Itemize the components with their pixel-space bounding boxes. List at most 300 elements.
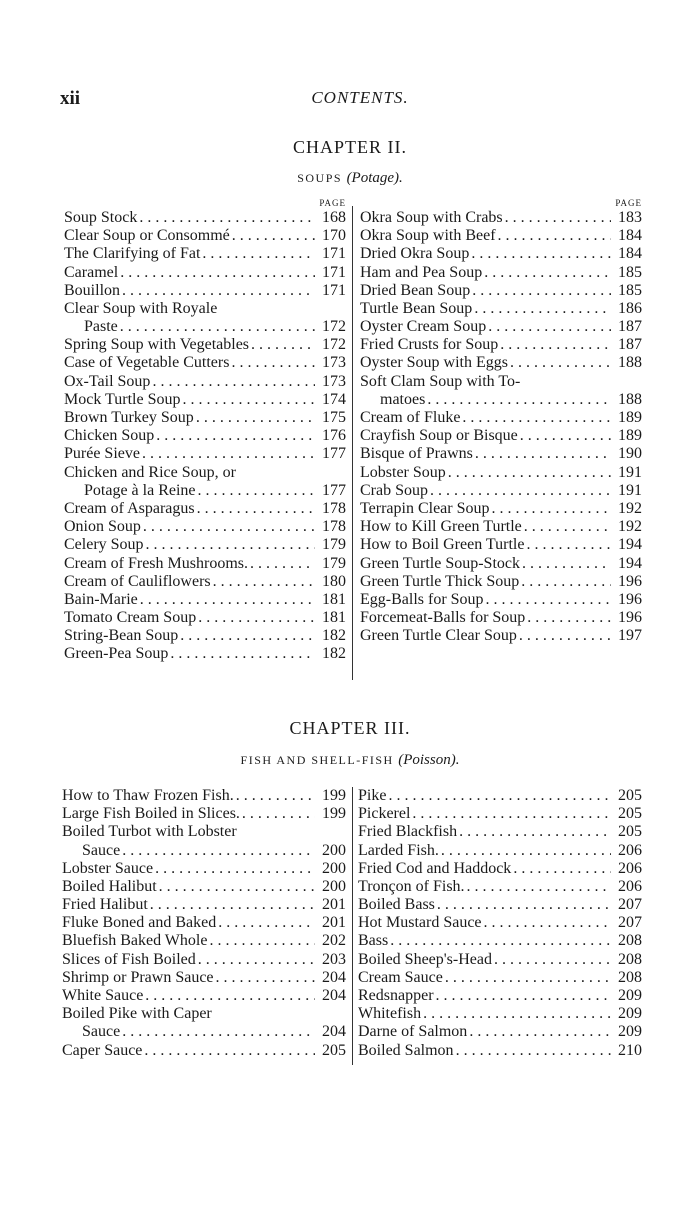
entry-title: White Sauce: [62, 987, 144, 1005]
entry-title: Forcemeat-Balls for Soup: [360, 609, 526, 627]
leader-dots: [139, 209, 315, 227]
toc-entry: [360, 336, 642, 354]
toc-entry: [64, 282, 346, 300]
entry-page: 187: [618, 318, 642, 336]
entry-page: 201: [322, 914, 346, 932]
entry-title: Chicken and Rice Soup, or: [64, 463, 236, 481]
leader-dots: [120, 264, 315, 282]
toc-entry: [360, 318, 642, 336]
toc-entry: [360, 609, 642, 627]
entry-title: Potage à la Reine: [84, 481, 196, 499]
entry-page: 170: [322, 227, 346, 245]
entry-title: Onion Soup: [64, 518, 141, 536]
toc-entry: [358, 896, 642, 914]
entry-title: Ham and Pea Soup: [360, 263, 483, 281]
entry-page: 201: [322, 896, 346, 914]
entry-title: Bain-Marie: [64, 590, 138, 608]
entry-page: 184: [618, 227, 642, 245]
toc-entry: [358, 933, 642, 951]
leader-dots: [448, 464, 611, 482]
toc-entry: [358, 1023, 642, 1041]
entry-page: 177: [322, 481, 346, 499]
entry-title: Okra Soup with Crabs: [360, 208, 503, 226]
toc-entry: [358, 914, 642, 932]
entry-title: Soft Clam Soup with To-: [360, 372, 521, 390]
entry-page: 202: [322, 932, 346, 950]
entry-page: 197: [618, 627, 642, 645]
leader-dots: [150, 896, 315, 914]
leader-dots: [488, 318, 611, 336]
leader-dots: [209, 932, 315, 950]
toc-entry: [358, 1042, 642, 1060]
toc-entry: [62, 860, 346, 878]
page-label-right: PAGE: [615, 198, 642, 208]
entry-page: 176: [322, 427, 346, 445]
entry-page: 192: [618, 518, 642, 536]
leader-dots: [198, 951, 315, 969]
leader-dots: [182, 391, 315, 409]
entry-page: 199: [322, 805, 346, 823]
running-header: [60, 88, 660, 112]
entry-page: 200: [322, 859, 346, 877]
entry-page: 171: [322, 281, 346, 299]
leader-dots: [390, 932, 611, 950]
entry-page: 204: [322, 987, 346, 1005]
chapter-3-subtitle-caps: FISH AND SHELL-FISH: [240, 753, 394, 767]
toc-entry: [360, 445, 642, 463]
entry-page: 210: [618, 1041, 642, 1059]
entry-title: Chicken Soup: [64, 427, 155, 445]
toc-entry: [64, 591, 346, 609]
toc-entry: [64, 391, 346, 409]
toc-entry: [64, 264, 346, 282]
entry-page: 179: [322, 554, 346, 572]
toc-entry: [360, 573, 642, 591]
toc-entry: [360, 264, 642, 282]
leader-dots: [437, 896, 611, 914]
toc-entry: [360, 536, 642, 554]
leader-dots: [427, 391, 611, 409]
entry-title: Crayfish Soup or Bisque: [360, 427, 518, 445]
entry-page: 206: [618, 841, 642, 859]
toc-entry: [360, 482, 642, 500]
toc-entry: [64, 627, 346, 645]
leader-dots: [216, 969, 315, 987]
toc-entry: [62, 969, 346, 987]
chapter-3-left-column: [62, 787, 346, 1060]
entry-page: 172: [322, 318, 346, 336]
leader-dots: [146, 536, 315, 554]
leader-dots: [122, 1023, 315, 1041]
leader-dots: [231, 354, 315, 372]
toc-entry: [64, 409, 346, 427]
entry-title: String-Bean Soup: [64, 627, 179, 645]
entry-page: 205: [618, 786, 642, 804]
leader-dots: [521, 573, 611, 591]
leader-dots: [170, 645, 315, 663]
entry-page: 194: [618, 554, 642, 572]
entry-title: Dried Okra Soup: [360, 245, 470, 263]
toc-entry: [360, 227, 642, 245]
leader-dots: [472, 282, 611, 300]
entry-page: 173: [322, 372, 346, 390]
toc-entry: [360, 627, 642, 645]
toc-entry: [64, 609, 346, 627]
leader-dots: [197, 500, 315, 518]
toc-entry: [358, 951, 642, 969]
entry-page: 175: [322, 409, 346, 427]
entry-title: Green Turtle Soup-Stock: [360, 554, 520, 572]
entry-title: Terrapin Clear Soup: [360, 499, 490, 517]
toc-entry: [358, 805, 642, 823]
leader-dots: [122, 842, 315, 860]
chapter-3-subtitle: [0, 752, 700, 769]
toc-entry: [64, 336, 346, 354]
entry-page: 189: [618, 409, 642, 427]
entry-title: Caper Sauce: [62, 1041, 143, 1059]
entry-title: Oyster Cream Soup: [360, 318, 487, 336]
entry-page: 209: [618, 987, 642, 1005]
column-divider-1: [352, 206, 353, 680]
toc-entry: [64, 646, 346, 664]
entry-title: Boiled Turbot with Lobster: [62, 823, 237, 841]
entry-title: Cream of Cauliflowers: [64, 572, 211, 590]
entry-page: 196: [618, 590, 642, 608]
leader-dots: [156, 427, 315, 445]
entry-page: 180: [322, 572, 346, 590]
entry-page: 171: [322, 263, 346, 281]
entry-title: How to Boil Green Turtle: [360, 536, 525, 554]
toc-entry: [358, 1005, 642, 1023]
chapter-2-subtitle-italic: (Potage).: [346, 170, 403, 186]
toc-entry: [360, 282, 642, 300]
toc-entry: [64, 227, 346, 245]
entry-title: Egg-Balls for Soup: [360, 590, 484, 608]
toc-entry: [62, 1042, 346, 1060]
entry-page: 191: [618, 481, 642, 499]
entry-page: 205: [618, 805, 642, 823]
entry-page: 204: [322, 968, 346, 986]
toc-entry: [62, 805, 346, 823]
leader-dots: [467, 878, 611, 896]
column-divider-2: [352, 787, 353, 1065]
toc-entry: [360, 245, 642, 263]
entry-title: Ox-Tail Soup: [64, 372, 151, 390]
toc-entry: [360, 300, 642, 318]
entry-title: Tomato Cream Soup: [64, 609, 197, 627]
entry-page: 189: [618, 427, 642, 445]
leader-dots: [498, 227, 611, 245]
page-number: xii: [60, 88, 81, 109]
leader-dots: [524, 518, 611, 536]
entry-page: 181: [322, 609, 346, 627]
entry-title: Caramel: [64, 263, 119, 281]
entry-title: Darne of Salmon: [358, 1023, 468, 1041]
toc-entry: [64, 464, 346, 482]
entry-title: Clear Soup or Consommé: [64, 227, 230, 245]
entry-page: 203: [322, 950, 346, 968]
entry-page: 199: [322, 786, 346, 804]
leader-dots: [122, 282, 315, 300]
toc-entry: [358, 969, 642, 987]
entry-page: 208: [618, 932, 642, 950]
toc-entry: [358, 823, 642, 841]
entry-title: Boiled Pike with Caper: [62, 1005, 212, 1023]
entry-page: 181: [322, 590, 346, 608]
entry-title: Green-Pea Soup: [64, 645, 169, 663]
entry-page: 188: [618, 390, 642, 408]
entry-page: 207: [618, 914, 642, 932]
leader-dots: [251, 336, 315, 354]
entry-title: Sauce: [82, 1023, 121, 1041]
entry-page: 185: [618, 263, 642, 281]
leader-dots: [140, 591, 315, 609]
entry-page: 191: [618, 463, 642, 481]
toc-entry: [360, 209, 642, 227]
entry-page: 208: [618, 968, 642, 986]
leader-dots: [423, 1005, 611, 1023]
entry-title: Cream of Asparagus: [64, 499, 195, 517]
entry-title: Fried Blackfish: [358, 823, 458, 841]
toc-entry: [64, 373, 346, 391]
toc-entry: [360, 464, 642, 482]
entry-page: 206: [618, 877, 642, 895]
leader-dots: [180, 627, 315, 645]
entry-page: 196: [618, 572, 642, 590]
leader-dots: [494, 951, 611, 969]
leader-dots: [152, 373, 315, 391]
toc-entry: [62, 1005, 346, 1023]
chapter-2-subtitle-caps: SOUPS: [297, 171, 343, 185]
toc-entry: [360, 518, 642, 536]
entry-title: Large Fish Boiled in Slices.: [62, 805, 240, 823]
leader-dots: [242, 805, 315, 823]
leader-dots: [459, 823, 611, 841]
entry-page: 207: [618, 896, 642, 914]
leader-dots: [142, 445, 315, 463]
chapter-2-subtitle: [0, 170, 700, 187]
entry-title: Turtle Bean Soup: [360, 299, 473, 317]
entry-title: Oyster Soup with Eggs: [360, 354, 508, 372]
chapter-3-heading: CHAPTER III.: [289, 718, 411, 738]
entry-page: 178: [322, 518, 346, 536]
entry-title: Cream of Fluke: [360, 409, 461, 427]
leader-dots: [143, 518, 315, 536]
entry-title: Paste: [84, 318, 118, 336]
toc-entry: [358, 878, 642, 896]
leader-dots: [145, 987, 315, 1005]
entry-title: Larded Fish.: [358, 841, 439, 859]
entry-title: Dried Bean Soup: [360, 281, 471, 299]
leader-dots: [120, 318, 315, 336]
entry-title: Fried Cod and Haddock: [358, 859, 512, 877]
entry-page: 184: [618, 245, 642, 263]
leader-dots: [250, 555, 315, 573]
entry-page: 186: [618, 299, 642, 317]
toc-entry: [62, 1023, 346, 1041]
entry-page: 173: [322, 354, 346, 372]
entry-title: Green Turtle Clear Soup: [360, 627, 517, 645]
toc-entry: [64, 536, 346, 554]
toc-entry: [62, 933, 346, 951]
entry-title: Fried Halibut: [62, 896, 148, 914]
leader-dots: [218, 914, 315, 932]
toc-entry: [62, 987, 346, 1005]
toc-entry: [360, 391, 642, 409]
entry-page: 208: [618, 950, 642, 968]
toc-entry: [358, 987, 642, 1005]
toc-entry: [64, 482, 346, 500]
leader-dots: [520, 427, 611, 445]
entry-page: 182: [322, 627, 346, 645]
entry-page: 209: [618, 1023, 642, 1041]
leader-dots: [155, 860, 315, 878]
toc-entry: [64, 318, 346, 336]
chapter-3-right-column: [358, 787, 642, 1060]
leader-dots: [462, 409, 611, 427]
entry-page: 209: [618, 1005, 642, 1023]
toc-entry: [62, 914, 346, 932]
entry-title: Pickerel: [358, 805, 411, 823]
chapter-3-subtitle-italic: (Poisson).: [398, 752, 460, 768]
toc-entry: [358, 860, 642, 878]
chapter-2-heading: CHAPTER II.: [293, 137, 407, 157]
entry-page: 204: [322, 1023, 346, 1041]
entry-title: Green Turtle Thick Soup: [360, 572, 520, 590]
leader-dots: [522, 555, 611, 573]
entry-page: 168: [322, 208, 346, 226]
leader-dots: [388, 787, 611, 805]
entry-title: Redsnapper: [358, 987, 434, 1005]
entry-title: Crab Soup: [360, 481, 428, 499]
toc-entry: [360, 355, 642, 373]
toc-entry: [360, 591, 642, 609]
leader-dots: [430, 482, 611, 500]
leader-dots: [412, 805, 611, 823]
entry-title: Celery Soup: [64, 536, 144, 554]
entry-title: Boiled Salmon: [358, 1041, 454, 1059]
leader-dots: [505, 209, 611, 227]
leader-dots: [513, 860, 611, 878]
entry-title: Clear Soup with Royale: [64, 299, 218, 317]
entry-page: 192: [618, 499, 642, 517]
entry-page: 200: [322, 841, 346, 859]
leader-dots: [484, 914, 611, 932]
toc-entry: [62, 787, 346, 805]
toc-entry: [64, 245, 346, 263]
toc-entry: [358, 787, 642, 805]
entry-title: How to Thaw Frozen Fish.: [62, 786, 234, 804]
entry-title: Mock Turtle Soup: [64, 390, 181, 408]
entry-title: Fried Crusts for Soup: [360, 336, 499, 354]
leader-dots: [484, 264, 611, 282]
chapter-2-right-column: [360, 197, 642, 646]
entry-title: Bouillon: [64, 281, 121, 299]
toc-entry: [360, 555, 642, 573]
toc-entry: [64, 500, 346, 518]
toc-entry: [360, 373, 642, 391]
entry-title: Bisque of Prawns: [360, 445, 473, 463]
entry-title: Cream of Fresh Mushrooms.: [64, 554, 248, 572]
entry-page: 171: [322, 245, 346, 263]
entry-title: Sauce: [82, 841, 121, 859]
entry-page: 187: [618, 336, 642, 354]
entry-title: Boiled Bass: [358, 896, 435, 914]
toc-entry: [360, 427, 642, 445]
leader-dots: [232, 227, 315, 245]
entry-title: Soup Stock: [64, 208, 138, 226]
toc-entry: [358, 842, 642, 860]
entry-page: 194: [618, 536, 642, 554]
toc-entry: [360, 500, 642, 518]
entry-title: How to Kill Green Turtle: [360, 518, 522, 536]
entry-title: Spring Soup with Vegetables: [64, 336, 250, 354]
leader-dots: [474, 300, 611, 318]
leader-dots: [486, 591, 611, 609]
toc-entry: [62, 878, 346, 896]
entry-page: 178: [322, 499, 346, 517]
leader-dots: [519, 627, 611, 645]
leader-dots: [202, 245, 315, 263]
leader-dots: [159, 878, 315, 896]
toc-entry: [64, 300, 346, 318]
toc-entry: [62, 951, 346, 969]
toc-entry: [64, 555, 346, 573]
entry-title: Pike: [358, 786, 387, 804]
entry-page: 177: [322, 445, 346, 463]
entry-title: Tronçon of Fish.: [358, 877, 465, 895]
leader-dots: [198, 609, 315, 627]
entry-page: 196: [618, 609, 642, 627]
leader-dots: [445, 969, 611, 987]
leader-dots: [144, 1042, 315, 1060]
entry-title: Hot Mustard Sauce: [358, 914, 482, 932]
entry-page: 185: [618, 281, 642, 299]
leader-dots: [196, 409, 315, 427]
entry-title: Brown Turkey Soup: [64, 409, 194, 427]
entry-page: 200: [322, 877, 346, 895]
entry-title: Slices of Fish Boiled: [62, 950, 196, 968]
entry-title: matoes: [380, 390, 426, 408]
toc-entry: [62, 896, 346, 914]
leader-dots: [475, 445, 611, 463]
toc-entry: [62, 823, 346, 841]
leader-dots: [526, 536, 611, 554]
leader-dots: [436, 987, 611, 1005]
leader-dots: [213, 573, 315, 591]
entry-page: 190: [618, 445, 642, 463]
running-title: CONTENTS.: [311, 88, 409, 107]
toc-entry: [64, 445, 346, 463]
page-label-left: PAGE: [319, 198, 346, 208]
toc-entry: [64, 518, 346, 536]
leader-dots: [236, 787, 315, 805]
leader-dots: [510, 354, 611, 372]
entry-title: Shrimp or Prawn Sauce: [62, 968, 214, 986]
leader-dots: [198, 482, 315, 500]
entry-page: 172: [322, 336, 346, 354]
entry-page: 205: [618, 823, 642, 841]
entry-title: Boiled Halibut: [62, 877, 157, 895]
entry-title: Boiled Sheep's-Head: [358, 950, 492, 968]
chapter-2-left-column: [64, 197, 346, 664]
toc-entry: [360, 409, 642, 427]
entry-page: 206: [618, 859, 642, 877]
leader-dots: [456, 1042, 611, 1060]
entry-page: 188: [618, 354, 642, 372]
entry-title: Bass: [358, 932, 389, 950]
entry-title: Whitefish: [358, 1005, 422, 1023]
